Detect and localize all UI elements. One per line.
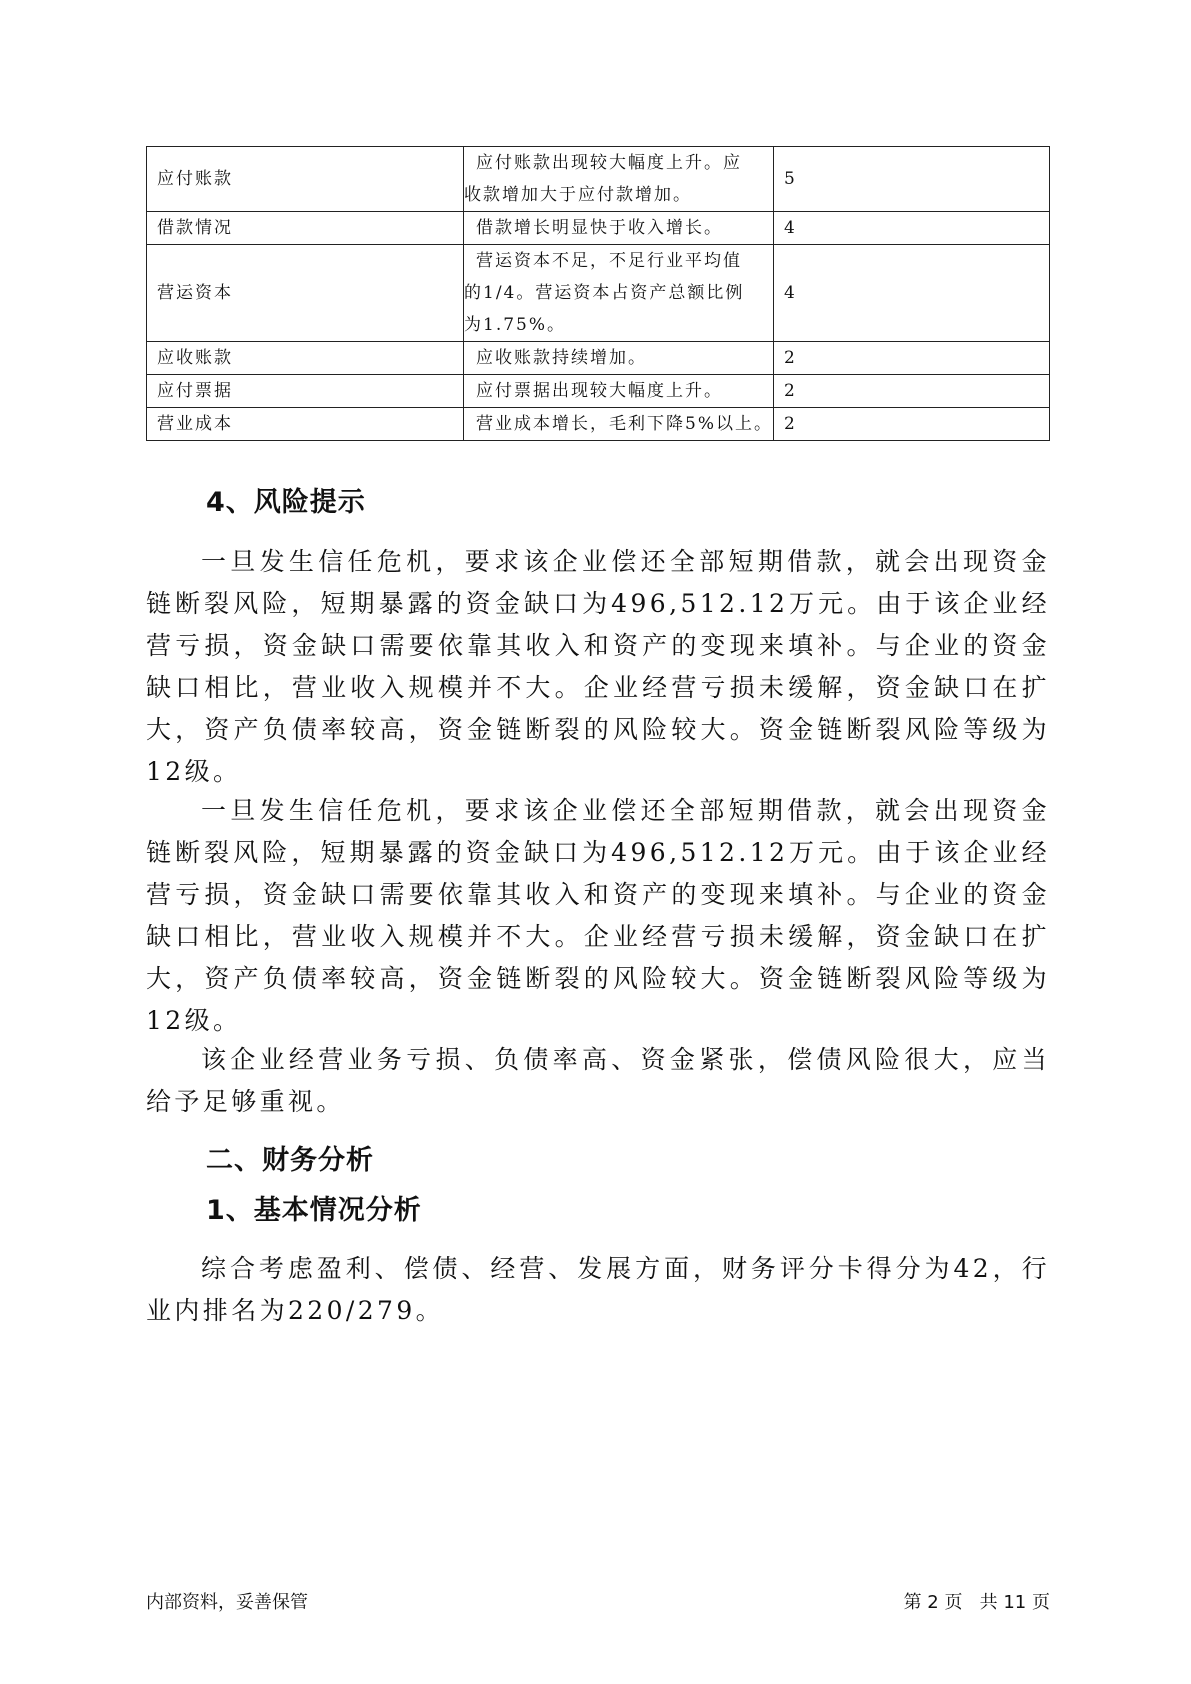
table-cell-description bbox=[464, 408, 774, 441]
table-cell-item: 应付账款 bbox=[147, 147, 464, 212]
table-row bbox=[147, 245, 1050, 342]
description-line: 借款增长明显快于收入增长。 bbox=[476, 218, 723, 238]
table-cell-score: 2 bbox=[773, 408, 1049, 441]
description-line: 的1/4。营运资本占资产总额比例 bbox=[464, 283, 745, 303]
table-cell-description bbox=[464, 375, 774, 408]
page-number: 第 2 页 共 11 页 bbox=[903, 1592, 1050, 1613]
description-line: 收款增加大于应付款增加。 bbox=[464, 185, 692, 205]
table-cell-description bbox=[464, 212, 774, 245]
table-cell-score: 4 bbox=[773, 245, 1049, 342]
paragraph: 该企业经营业务亏损、负债率高、资金紧张，偿债风险很大，应当给予足够重视。 bbox=[146, 1045, 1050, 1116]
table-cell-score: 5 bbox=[773, 147, 1049, 212]
risk-indicator-table bbox=[146, 146, 1050, 441]
paragraph: 综合考虑盈利、偿债、经营、发展方面，财务评分卡得分为42，行业内排名为220/279。 bbox=[146, 1254, 1050, 1325]
section-heading-finance: 二、财务分析 bbox=[206, 1145, 374, 1176]
table-row bbox=[147, 342, 1050, 375]
table-cell-score: 4 bbox=[773, 212, 1049, 245]
table-row bbox=[147, 212, 1050, 245]
footer-note: 内部资料，妥善保管 bbox=[146, 1592, 308, 1613]
description-line: 营业成本增长，毛利下降5%以上。 bbox=[476, 414, 773, 434]
table-row bbox=[147, 147, 1050, 212]
table-cell-item: 营业成本 bbox=[147, 408, 464, 441]
table-cell-score: 2 bbox=[773, 375, 1049, 408]
table-cell-description bbox=[464, 147, 774, 212]
table-cell-item: 营运资本 bbox=[147, 245, 464, 342]
paragraph: 一旦发生信任危机，要求该企业偿还全部短期借款，就会出现资金链断裂风险，短期暴露的资金缺口为496,512.12万元。由于该企业经营亏损，资金缺口需要依靠其收入和资产的变现来填补。与企业的资金缺口相比，营业收入规模并不大。企业经营亏损未缓解，资金缺口在扩大，资产负债率较高，资金链断裂的风险较大。资金链断裂风险等级为12级。 bbox=[146, 796, 1050, 1035]
description-line: 应付票据出现较大幅度上升。 bbox=[476, 381, 723, 401]
description-line: 应付账款出现较大幅度上升。应 bbox=[476, 153, 742, 173]
paragraph: 一旦发生信任危机，要求该企业偿还全部短期借款，就会出现资金链断裂风险，短期暴露的资金缺口为496,512.12万元。由于该企业经营亏损，资金缺口需要依靠其收入和资产的变现来填补。与企业的资金缺口相比，营业收入规模并不大。企业经营亏损未缓解，资金缺口在扩大，资产负债率较高，资金链断裂的风险较大。资金链断裂风险等级为12级。 bbox=[146, 547, 1050, 786]
table-row bbox=[147, 375, 1050, 408]
table-cell-item: 应付票据 bbox=[147, 375, 464, 408]
table-cell-description bbox=[464, 245, 774, 342]
table-cell-item: 借款情况 bbox=[147, 212, 464, 245]
table-cell-description bbox=[464, 342, 774, 375]
table-cell-score: 2 bbox=[773, 342, 1049, 375]
description-line: 应收账款持续增加。 bbox=[476, 348, 647, 368]
table-cell-item: 应收账款 bbox=[147, 342, 464, 375]
description-line: 为1.75%。 bbox=[464, 315, 567, 335]
table-row bbox=[147, 408, 1050, 441]
subsection-heading: 1、基本情况分析 bbox=[206, 1195, 422, 1226]
section-heading-risk: 4、风险提示 bbox=[206, 487, 366, 518]
description-line: 营运资本不足，不足行业平均值 bbox=[476, 251, 742, 271]
